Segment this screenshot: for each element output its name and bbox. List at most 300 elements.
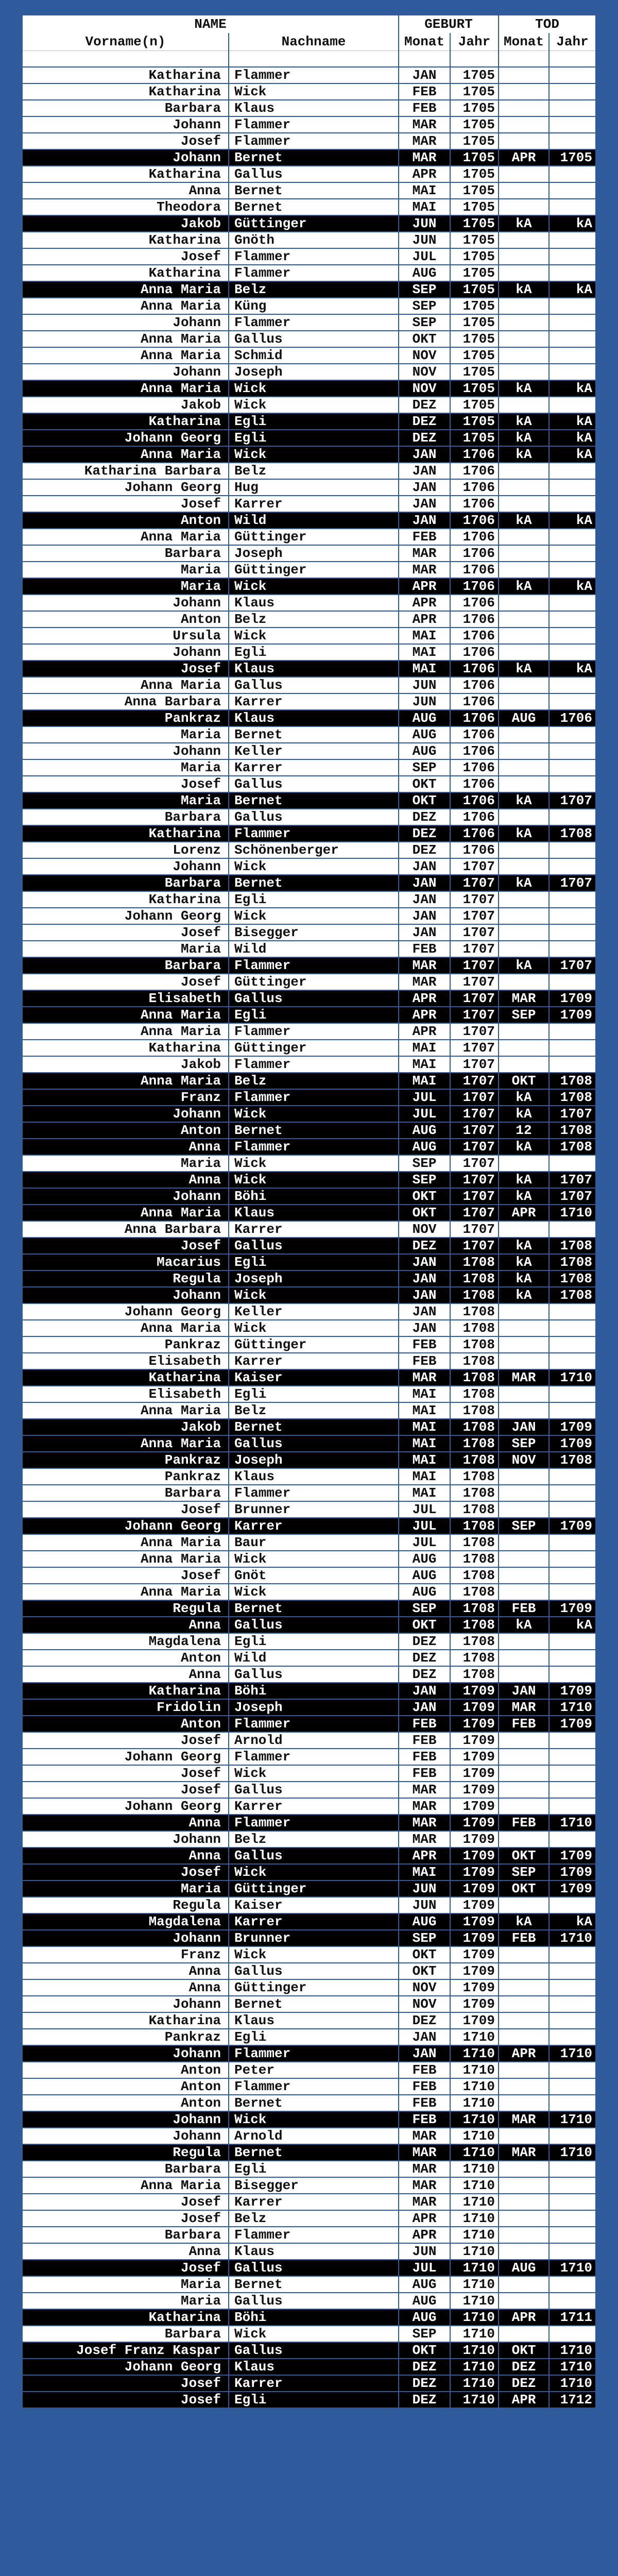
nachname-cell: Güttinger <box>229 1336 399 1353</box>
death-month-cell <box>499 891 549 908</box>
table-row <box>23 562 595 578</box>
table-row <box>23 215 595 232</box>
death-year-cell: 1709 <box>549 1435 595 1452</box>
birth-month-cell: DEZ <box>399 2392 450 2408</box>
table-row <box>23 1221 595 1238</box>
birth-month-cell: AUG <box>399 726 450 743</box>
birth-year-cell: 1705 <box>450 298 499 314</box>
birth-year-cell: 1705 <box>450 347 499 364</box>
table-row <box>23 1023 595 1040</box>
death-year-cell: 1708 <box>549 1073 595 1089</box>
table-row <box>23 809 595 825</box>
table-row <box>23 628 595 644</box>
vorname-cell: Johann <box>23 116 229 133</box>
birth-month-cell: MAI <box>399 644 450 660</box>
nachname-cell: Wick <box>229 1864 399 1880</box>
nachname-cell: Flammer <box>229 1485 399 1501</box>
vorname-cell: Josef <box>23 1732 229 1749</box>
death-month-cell <box>499 1386 549 1402</box>
death-month-cell <box>499 842 549 858</box>
vorname-cell: Pankraz <box>23 2029 229 2045</box>
death-month-cell <box>499 166 549 182</box>
table-row <box>23 825 595 842</box>
table-row <box>23 1534 595 1551</box>
death-month-cell <box>499 1897 549 1913</box>
death-month-cell: SEP <box>499 1435 549 1452</box>
death-year-cell <box>549 2029 595 2045</box>
nachname-cell: Flammer <box>229 1023 399 1040</box>
birth-year-cell: 1710 <box>450 2062 499 2078</box>
death-year-cell <box>549 2177 595 2194</box>
vorname-cell: Theodora <box>23 199 229 215</box>
death-year-cell <box>549 891 595 908</box>
table-row <box>23 1963 595 1979</box>
death-year-cell: 1710 <box>549 1930 595 1946</box>
death-year-cell: 1709 <box>549 1880 595 1897</box>
birth-month-cell: JAN <box>399 496 450 512</box>
vorname-cell: Josef <box>23 1238 229 1254</box>
birth-year-cell: 1710 <box>450 2128 499 2144</box>
death-year-cell <box>549 1946 595 1963</box>
death-month-cell <box>499 974 549 990</box>
table-row <box>23 2276 595 2293</box>
birth-month-cell: DEZ <box>399 825 450 842</box>
birth-year-cell: 1710 <box>450 2210 499 2227</box>
death-month-cell <box>499 397 549 413</box>
death-year-cell <box>549 1501 595 1518</box>
death-month-cell <box>499 1650 549 1666</box>
death-year-cell <box>549 2326 595 2342</box>
death-year-cell <box>549 2095 595 2111</box>
vorname-cell: Johann <box>23 2111 229 2128</box>
nachname-cell: Bernet <box>229 149 399 166</box>
nachname-cell: Güttinger <box>229 215 399 232</box>
death-month-cell: SEP <box>499 1518 549 1534</box>
death-year-cell <box>549 644 595 660</box>
nachname-cell: Flammer <box>229 2045 399 2062</box>
birth-year-cell: 1709 <box>450 2012 499 2029</box>
table-row <box>23 2078 595 2095</box>
nachname-cell: Bernet <box>229 1600 399 1617</box>
nachname-cell: Kaiser <box>229 1897 399 1913</box>
death-month-cell <box>499 677 549 693</box>
death-year-cell <box>549 677 595 693</box>
death-year-cell <box>549 776 595 792</box>
birth-month-cell: MAR <box>399 974 450 990</box>
birth-month-cell: NOV <box>399 1979 450 1996</box>
birth-year-cell: 1706 <box>450 842 499 858</box>
vorname-cell: Anna Maria <box>23 1320 229 1336</box>
table-row <box>23 1320 595 1336</box>
vorname-cell: Maria <box>23 941 229 957</box>
birth-year-cell: 1707 <box>450 1205 499 1221</box>
birth-month-cell: DEZ <box>399 809 450 825</box>
death-month-cell <box>499 248 549 265</box>
birth-year-cell: 1707 <box>450 858 499 875</box>
nachname-cell: Egli <box>229 1007 399 1023</box>
table-row <box>23 1040 595 1056</box>
nachname-cell: Flammer <box>229 67 399 83</box>
birth-month-cell: JAN <box>399 1270 450 1287</box>
birth-year-cell: 1706 <box>450 743 499 759</box>
death-month-cell: MAR <box>499 1369 549 1386</box>
nachname-cell: Hug <box>229 479 399 496</box>
vorname-cell: Barbara <box>23 809 229 825</box>
birth-year-cell: 1706 <box>450 809 499 825</box>
nachname-cell: Egli <box>229 1254 399 1270</box>
birth-month-cell: SEP <box>399 2326 450 2342</box>
nachname-cell: Gallus <box>229 1435 399 1452</box>
nachname-cell: Keller <box>229 1303 399 1320</box>
death-year-cell <box>549 67 595 83</box>
death-month-cell: kA <box>499 660 549 677</box>
birth-year-cell: 1705 <box>450 133 499 149</box>
nachname-cell: Bernet <box>229 1122 399 1139</box>
table-row <box>23 1897 595 1913</box>
death-month-cell <box>499 1765 549 1782</box>
death-year-cell <box>549 314 595 331</box>
death-year-cell: 1709 <box>549 1007 595 1023</box>
birth-year-cell: 1705 <box>450 265 499 281</box>
vorname-cell: Anna <box>23 1139 229 1155</box>
death-month-cell: kA <box>499 413 549 430</box>
table-row <box>23 726 595 743</box>
death-month-cell: AUG <box>499 2260 549 2276</box>
nachname-cell: Schmid <box>229 347 399 364</box>
death-year-cell: 1709 <box>549 1864 595 1880</box>
birth-year-cell: 1706 <box>450 660 499 677</box>
death-year-cell <box>549 1402 595 1419</box>
vorname-cell: Josef <box>23 1765 229 1782</box>
death-month-cell: kA <box>499 281 549 298</box>
table-row <box>23 858 595 875</box>
death-year-cell: 1708 <box>549 1452 595 1468</box>
table-row <box>23 446 595 463</box>
birth-month-cell: FEB <box>399 1336 450 1353</box>
birth-year-cell: 1707 <box>450 974 499 990</box>
nachname-cell: Belz <box>229 281 399 298</box>
table-row <box>23 2227 595 2243</box>
death-year-cell <box>549 331 595 347</box>
birth-year-cell: 1705 <box>450 166 499 182</box>
table-row <box>23 1419 595 1435</box>
birth-year-cell: 1705 <box>450 149 499 166</box>
birth-year-cell: 1708 <box>450 1501 499 1518</box>
birth-month-cell: AUG <box>399 2309 450 2326</box>
death-month-cell <box>499 298 549 314</box>
death-month-cell: OKT <box>499 2342 549 2359</box>
death-month-cell <box>499 2326 549 2342</box>
death-year-cell <box>549 1749 595 1765</box>
death-year-cell <box>549 1567 595 1584</box>
birth-month-cell: MAI <box>399 1468 450 1485</box>
death-month-cell <box>499 1551 549 1567</box>
death-year-cell <box>549 545 595 562</box>
table-row <box>23 83 595 100</box>
birth-year-cell: 1707 <box>450 1188 499 1205</box>
table-row <box>23 248 595 265</box>
birth-year-cell: 1707 <box>450 1155 499 1172</box>
death-year-cell <box>549 2210 595 2227</box>
nachname-cell: Joseph <box>229 545 399 562</box>
vorname-cell: Anna Maria <box>23 1023 229 1040</box>
table-row <box>23 2293 595 2309</box>
table-row <box>23 1336 595 1353</box>
vorname-cell: Anna Maria <box>23 347 229 364</box>
vorname-cell: Katharina <box>23 265 229 281</box>
vorname-cell: Barbara <box>23 545 229 562</box>
death-month-cell <box>499 644 549 660</box>
birth-month-cell: JAN <box>399 891 450 908</box>
vorname-cell: Josef <box>23 496 229 512</box>
table-row <box>23 1452 595 1468</box>
death-year-cell <box>549 1732 595 1749</box>
death-year-cell <box>549 842 595 858</box>
death-year-cell: 1708 <box>549 1089 595 1106</box>
vorname-cell: Johann <box>23 314 229 331</box>
table-row <box>23 2210 595 2227</box>
death-year-cell: 1708 <box>549 1238 595 1254</box>
death-month-cell <box>499 116 549 133</box>
birth-year-cell: 1705 <box>450 413 499 430</box>
birth-month-cell: JUN <box>399 693 450 710</box>
death-month-cell: kA <box>499 1089 549 1106</box>
death-year-cell <box>549 1534 595 1551</box>
table-row <box>23 957 595 974</box>
birth-month-cell: JAN <box>399 67 450 83</box>
death-month-cell: MAR <box>499 2111 549 2128</box>
death-year-cell <box>549 1897 595 1913</box>
vorname-cell: Johann <box>23 2128 229 2144</box>
death-year-cell <box>549 1320 595 1336</box>
vorname-cell: Maria <box>23 2293 229 2309</box>
table-row <box>23 2342 595 2359</box>
vorname-cell: Katharina <box>23 1369 229 1386</box>
nachname-cell: Bisegger <box>229 924 399 941</box>
birth-month-cell: MAR <box>399 545 450 562</box>
vorname-cell: Anton <box>23 1716 229 1732</box>
table-row <box>23 578 595 595</box>
death-year-cell: 1710 <box>549 1815 595 1831</box>
death-month-cell: SEP <box>499 1007 549 1023</box>
birth-year-cell: 1706 <box>450 446 499 463</box>
nachname-cell: Böhi <box>229 2309 399 2326</box>
death-month-cell: kA <box>499 430 549 446</box>
vorname-cell: Anna Maria <box>23 2177 229 2194</box>
birth-year-cell: 1705 <box>450 83 499 100</box>
death-year-cell: 1710 <box>549 2342 595 2359</box>
death-year-cell <box>549 116 595 133</box>
vorname-cell: Anna Maria <box>23 281 229 298</box>
table-row <box>23 1386 595 1402</box>
death-year-cell: kA <box>549 413 595 430</box>
table-row <box>23 413 595 430</box>
birth-month-cell: AUG <box>399 710 450 726</box>
table-row <box>23 1056 595 1073</box>
birth-month-cell: FEB <box>399 100 450 116</box>
birth-month-cell: NOV <box>399 364 450 380</box>
death-month-cell: DEZ <box>499 2359 549 2375</box>
table-row <box>23 1798 595 1815</box>
birth-year-cell: 1710 <box>450 2144 499 2161</box>
death-month-cell: kA <box>499 1188 549 1205</box>
birth-month-cell: DEZ <box>399 397 450 413</box>
table-row <box>23 924 595 941</box>
death-year-cell <box>549 1979 595 1996</box>
vorname-cell: Johann Georg <box>23 1798 229 1815</box>
nachname-cell: Flammer <box>229 1815 399 1831</box>
nachname-cell: Egli <box>229 1386 399 1402</box>
birth-month-cell: JUL <box>399 2260 450 2276</box>
nachname-cell: Güttinger <box>229 529 399 545</box>
nachname-cell: Arnold <box>229 2128 399 2144</box>
birth-month-cell: DEZ <box>399 1666 450 1683</box>
birth-month-cell: SEP <box>399 759 450 776</box>
birth-month-cell: JAN <box>399 875 450 891</box>
nachname-cell: Wick <box>229 380 399 397</box>
birth-month-cell: JAN <box>399 1699 450 1716</box>
death-month-cell <box>499 1996 549 2012</box>
death-year-cell <box>549 1666 595 1683</box>
birth-year-cell: 1706 <box>450 463 499 479</box>
birth-year-cell: 1705 <box>450 397 499 413</box>
death-month-cell: kA <box>499 1139 549 1155</box>
birth-year-cell: 1707 <box>450 941 499 957</box>
birth-month-cell: NOV <box>399 1996 450 2012</box>
birth-year-cell: 1708 <box>450 1270 499 1287</box>
death-month-cell: APR <box>499 1205 549 1221</box>
death-month-cell <box>499 1353 549 1369</box>
birth-year-cell: 1706 <box>450 693 499 710</box>
birth-year-cell: 1708 <box>450 1369 499 1386</box>
birth-year-cell: 1707 <box>450 1139 499 1155</box>
birth-year-cell: 1707 <box>450 1089 499 1106</box>
death-year-cell: 1709 <box>549 1848 595 1864</box>
death-year-cell: kA <box>549 380 595 397</box>
nachname-cell: Wick <box>229 83 399 100</box>
birth-month-cell: SEP <box>399 1172 450 1188</box>
death-year-cell <box>549 199 595 215</box>
nachname-cell: Flammer <box>229 1749 399 1765</box>
death-month-cell <box>499 1567 549 1584</box>
table-row <box>23 1650 595 1666</box>
vorname-cell: Anton <box>23 611 229 628</box>
table-row <box>23 1551 595 1567</box>
table-row <box>23 1930 595 1946</box>
death-year-cell: 1711 <box>549 2309 595 2326</box>
nachname-cell: Wick <box>229 2111 399 2128</box>
table-row <box>23 1567 595 1584</box>
death-month-cell: kA <box>499 1617 549 1633</box>
birth-year-cell: 1709 <box>450 1963 499 1979</box>
death-month-cell <box>499 858 549 875</box>
vorname-cell: Barbara <box>23 957 229 974</box>
nachname-cell: Wick <box>229 1155 399 1172</box>
birth-year-cell: 1707 <box>450 1122 499 1139</box>
vorname-cell: Johann <box>23 743 229 759</box>
table-row <box>23 990 595 1007</box>
table-row <box>23 1666 595 1683</box>
birth-month-cell: FEB <box>399 2095 450 2111</box>
nachname-cell: Belz <box>229 1402 399 1419</box>
table-row <box>23 941 595 957</box>
death-year-cell: 1707 <box>549 1172 595 1188</box>
birth-year-cell: 1710 <box>450 2359 499 2375</box>
birth-month-cell: JAN <box>399 1320 450 1336</box>
birth-year-cell: 1708 <box>450 1419 499 1435</box>
nachname-cell: Bernet <box>229 2095 399 2111</box>
table-row <box>23 2144 595 2161</box>
death-month-cell: APR <box>499 2045 549 2062</box>
death-year-cell: 1708 <box>549 1139 595 1155</box>
death-year-cell <box>549 1386 595 1402</box>
vorname-cell: Josef <box>23 2260 229 2276</box>
nachname-cell: Flammer <box>229 1056 399 1073</box>
death-year-cell: 1710 <box>549 2260 595 2276</box>
birth-year-cell: 1705 <box>450 281 499 298</box>
nachname-cell: Gallus <box>229 1848 399 1864</box>
vorname-cell: Anna <box>23 182 229 199</box>
table-row <box>23 380 595 397</box>
vorname-cell: Barbara <box>23 2227 229 2243</box>
header-spacer <box>23 51 595 67</box>
nachname-cell: Flammer <box>229 116 399 133</box>
table-row <box>23 2012 595 2029</box>
death-month-cell <box>499 611 549 628</box>
birth-month-cell: APR <box>399 578 450 595</box>
death-month-cell: kA <box>499 825 549 842</box>
birth-year-cell: 1709 <box>450 1798 499 1815</box>
death-year-cell: 1707 <box>549 957 595 974</box>
death-month-cell: kA <box>499 875 549 891</box>
birth-year-cell: 1705 <box>450 199 499 215</box>
death-month-cell <box>499 693 549 710</box>
nachname-cell: Karrer <box>229 759 399 776</box>
birth-month-cell: MAR <box>399 2194 450 2210</box>
birth-month-cell: MAI <box>399 1452 450 1468</box>
birth-month-cell: DEZ <box>399 430 450 446</box>
birth-month-cell: SEP <box>399 1600 450 1617</box>
vorname-cell: Barbara <box>23 2326 229 2342</box>
birth-year-cell: 1705 <box>450 116 499 133</box>
death-year-cell: 1709 <box>549 1419 595 1435</box>
vorname-cell: Anna Maria <box>23 446 229 463</box>
death-year-cell <box>549 1765 595 1782</box>
nachname-cell: Karrer <box>229 1798 399 1815</box>
death-month-cell <box>499 809 549 825</box>
nachname-cell: Karrer <box>229 693 399 710</box>
death-month-cell: kA <box>499 380 549 397</box>
birth-year-cell: 1710 <box>450 2095 499 2111</box>
nachname-cell: Gallus <box>229 166 399 182</box>
vorname-cell: Regula <box>23 1897 229 1913</box>
birth-year-cell: 1707 <box>450 1007 499 1023</box>
nachname-cell: Wick <box>229 628 399 644</box>
birth-month-cell: JAN <box>399 1287 450 1303</box>
death-month-cell <box>499 182 549 199</box>
death-month-cell: MAR <box>499 990 549 1007</box>
table-row <box>23 776 595 792</box>
vorname-cell: Katharina <box>23 166 229 182</box>
death-month-cell <box>499 2276 549 2293</box>
vorname-cell: Macarius <box>23 1254 229 1270</box>
birth-year-cell: 1706 <box>450 710 499 726</box>
vorname-cell: Johann <box>23 644 229 660</box>
death-year-cell <box>549 809 595 825</box>
death-month-cell: kA <box>499 1287 549 1303</box>
birth-year-cell: 1708 <box>450 1254 499 1270</box>
death-month-cell: kA <box>499 957 549 974</box>
